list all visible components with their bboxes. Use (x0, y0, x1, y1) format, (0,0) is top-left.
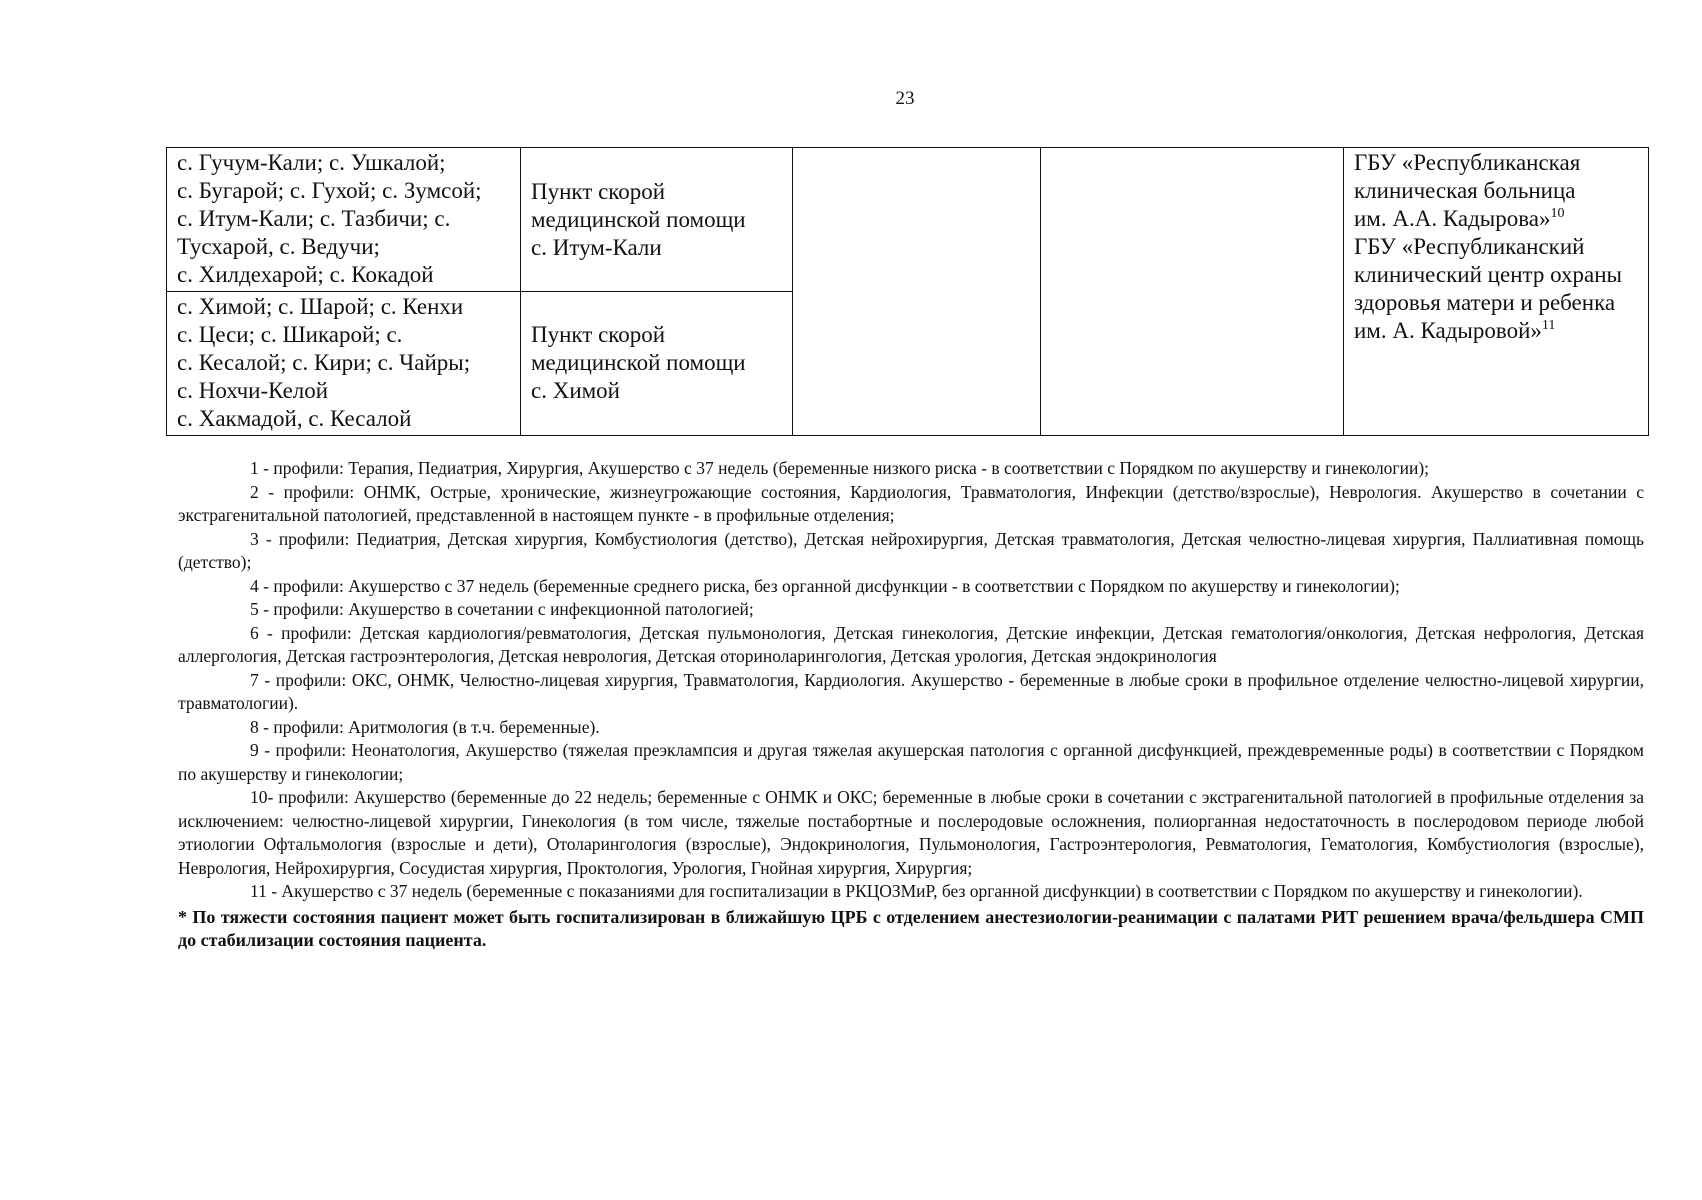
hospital-name: им. А. Кадыровой» (1354, 318, 1542, 343)
ems-point-cell (521, 292, 793, 436)
footnote-ref: 10 (1550, 206, 1565, 221)
village-line: с. Нохчи-Келой (177, 378, 329, 403)
hospital-cell (1344, 148, 1649, 436)
footnote-ref: 11 (1541, 318, 1556, 333)
footnote-6: 6 - профили: Детская кардиология/ревматология, Детская пульмонология, Детская гинекология, Детские инфекции, Детская гематология/онкология, Детская нефрология, Детская аллергология, Детская гастроэнтерология, Детская неврология, Детская оториноларингология, Детская урология, Детская эндокринология (178, 622, 1644, 666)
ems-line: медицинской помощи (531, 350, 746, 375)
village-line: с. Цеси; с. Шикарой; с. (177, 322, 403, 347)
footnote-9: 9 - профили: Неонатология, Акушерство (тяжелая преэклампсия и другая тяжелая акушерская патология с органной дисфункцией, преждевременные роды) в соответствии с Порядком по акушерству и гинекологии; (178, 740, 1644, 784)
hospital-line (1354, 205, 1638, 233)
hospital-line: клинический центр охраны (1354, 262, 1622, 287)
hospital-line (1354, 317, 1638, 345)
footnote-2: 2 - профили: ОНМК, Острые, хронические, жизнеугрожающие состояния, Кардиология, Травматология, Инфекции (детство/взрослые), Неврология. Акушерство в сочетании с экстрагенитальной патологией, представленной в настоящем пункте - в профильные отделения; (178, 481, 1644, 525)
ems-line: Пункт скорой (531, 322, 666, 347)
footnote-8: 8 - профили: Аритмология (в т.ч. беременные). (250, 716, 600, 737)
village-line: с. Хилдехарой; с. Кокадой (177, 262, 434, 287)
village-line: с. Гучум-Кали; с. Ушкалой; (177, 150, 446, 175)
empty-cell (1041, 148, 1344, 436)
footnote-5: 5 - профили: Акушерство в сочетании с инфекционной патологией; (250, 599, 754, 619)
villages-cell (167, 292, 521, 436)
villages-cell (167, 148, 521, 292)
footnote-11: 11 - Акушерство с 37 недель (беременные с показаниями для госпитализации в РКЦОЗМиР, без органной дисфункции) в соответствии с Порядком по акушерству и гинекологии). (250, 881, 1583, 901)
footnotes (178, 457, 1644, 953)
village-line: с. Кесалой; с. Кири; с. Чайры; (177, 350, 471, 375)
footnote-4: 4 - профили: Акушерство с 37 недель (беременные среднего риска, без органной дисфункции - в соответствии с Порядком по акушерству и гинекологии); (250, 575, 1400, 596)
ems-point-cell (521, 148, 793, 292)
bold-note: * По тяжести состояния пациент может быть госпитализирован в ближайшую ЦРБ с отделением анестезиологии-реанимации с палатами РИТ решением врача/фельдшера СМП до стабилизации состояния пациента. (178, 906, 1644, 950)
footnote-1: 1 - профили: Терапия, Педиатрия, Хирургия, Акушерство с 37 недель (беременные низкого риска - в соответствии с Порядком по акушерству и гинекологии); (250, 458, 1430, 478)
hospital-line: клиническая больница (1354, 178, 1576, 203)
village-line: с. Хакмадой, с. Кесалой (177, 406, 412, 431)
page-number: 23 (895, 88, 915, 109)
hospital-line: здоровья матери и ребенка (1354, 290, 1616, 315)
footnote-3: 3 - профили: Педиатрия, Детская хирургия, Комбустиология (детство), Детская нейрохирургия, Детская травматология, Детская челюстно-лицевая хирургия, Паллиативная помощь (детство); (178, 528, 1644, 572)
ems-line: медицинской помощи (531, 207, 746, 232)
ems-line: с. Химой (531, 378, 620, 403)
empty-cell (793, 148, 1041, 436)
ems-line: Пункт скорой (531, 179, 666, 204)
footnote-7: 7 - профили: ОКС, ОНМК, Челюстно-лицевая хирургия, Травматология, Кардиология. Акушерство - беременные в любые сроки в профильное отделение челюстно-лицевой хирургии, травматологии). (178, 669, 1644, 713)
hospital-line: ГБУ «Республиканская (1354, 150, 1581, 175)
village-line: Тусхарой, с. Ведучи; (177, 234, 380, 259)
table-row (167, 148, 1649, 292)
hospital-name: им. А.А. Кадырова» (1354, 206, 1551, 231)
hospital-line: ГБУ «Республиканский (1354, 234, 1585, 259)
footnote-10: 10- профили: Акушерство (беременные до 22 недель; беременные с ОНМК и ОКС; беременные в любые сроки в сочетании с экстрагенитальной патологией в профильные отделения за исключением: челюстно-лицевой хирургии, Гинекология (в том числе, тяжелые постабортные и послеродовые осложнения, полиорганная недостаточность в послеродовом периоде любой этиологии Офтальмология (взрослые и дети), Отоларингология (взрослые), Эндокринология, Пульмонология, Гастроэнтерология, Ревматология, Гематология, Комбустиология (взрослые), Неврология, Нейрохирургия, Сосудистая хирургия, Проктология, Урология, Гнойная хирургия, Хирургия; (178, 787, 1644, 878)
routing-table (166, 147, 1649, 436)
village-line: с. Бугарой; с. Гухой; с. Зумсой; (177, 178, 482, 203)
ems-line: с. Итум-Кали (531, 235, 662, 260)
village-line: с. Химой; с. Шарой; с. Кенхи (177, 294, 464, 319)
village-line: с. Итум-Кали; с. Тазбичи; с. (177, 206, 451, 231)
